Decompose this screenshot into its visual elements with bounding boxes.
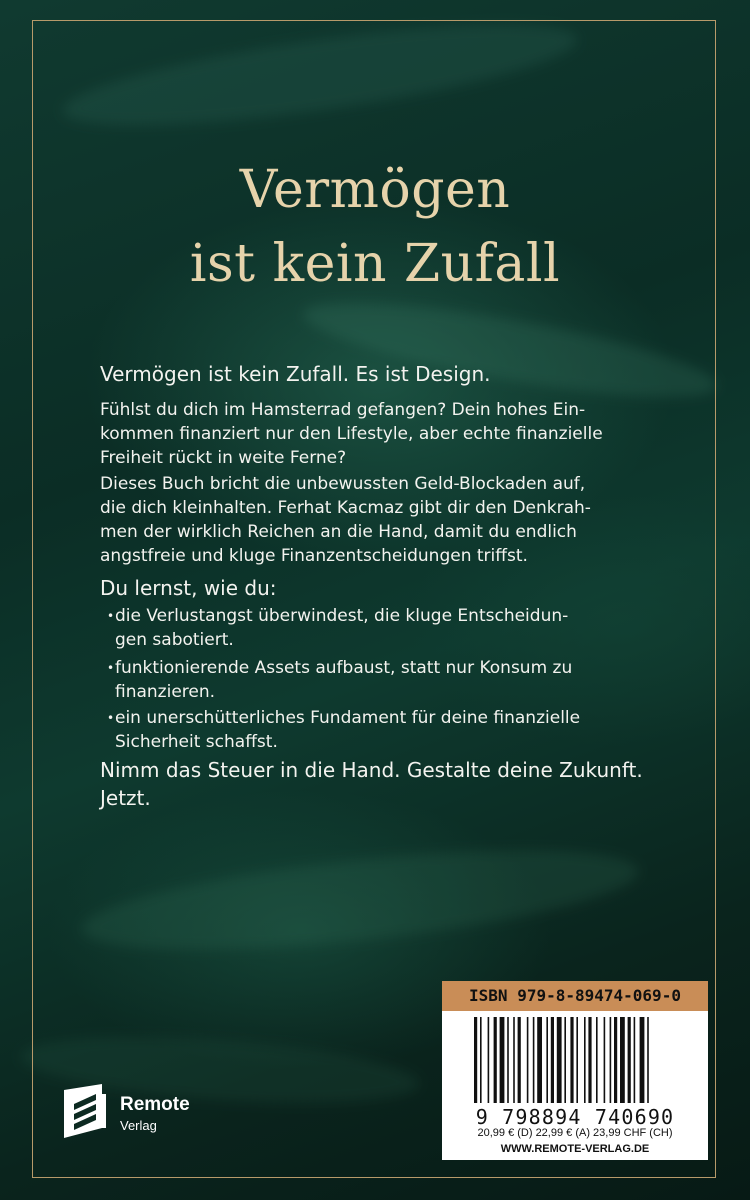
publisher-sub: Verlag: [120, 1118, 157, 1133]
barcode-stripe: [564, 1017, 566, 1103]
paragraph-2-line: men der wirklich Reichen an die Hand, damit du endlich: [100, 522, 577, 542]
barcode: [474, 1017, 674, 1103]
title-line-1: Vermögen: [239, 160, 511, 220]
paragraph-2-line: die dich kleinhalten. Ferhat Kacmaz gibt dir den Denkrah-: [100, 498, 591, 518]
bullet-line: ein unerschütterliches Fundament für deine finanzielle: [115, 708, 581, 728]
bullet-line: finanzieren.: [115, 682, 216, 702]
paragraph-1: [100, 398, 660, 470]
lead-text: Vermögen ist kein Zufall. Es ist Design.: [100, 362, 491, 386]
barcode-stripe: [518, 1017, 521, 1103]
barcode-stripe: [474, 1017, 477, 1103]
barcode-stripe: [557, 1017, 562, 1103]
barcode-stripe: [634, 1017, 636, 1103]
bullet-dot-icon: •: [107, 711, 115, 725]
barcode-stripe: [628, 1017, 631, 1103]
barcode-stripe: [614, 1017, 617, 1103]
barcode-stripe: [494, 1017, 497, 1103]
barcode-stripe: [570, 1017, 573, 1103]
bullet-dot-icon: •: [107, 661, 115, 675]
barcode-stripe: [533, 1017, 535, 1103]
bullet-line: die Verlustangst überwindest, die kluge Entscheidun-: [115, 606, 569, 626]
barcode-stripe: [584, 1017, 586, 1103]
publisher-logo: [62, 1082, 222, 1142]
bullet-line: Sicherheit schaffst.: [115, 732, 278, 752]
list-heading: Du lernst, wie du:: [100, 576, 277, 600]
bullet-line: funktionierende Assets aufbaust, statt nur Konsum zu: [115, 658, 573, 678]
paragraph-2-line: Dieses Buch bricht die unbewussten Geld-Blockaden auf,: [100, 474, 586, 494]
barcode-stripe: [596, 1017, 598, 1103]
barcode-digits: 9 798894 740690: [475, 1105, 675, 1129]
barcode-stripe: [588, 1017, 591, 1103]
publisher-url: WWW.REMOTE-VERLAG.DE: [500, 1143, 650, 1155]
barcode-stripe: [551, 1017, 554, 1103]
closing-line: Nimm das Steuer in die Hand. Gestalte deine Zukunft.: [100, 758, 643, 782]
barcode-stripe: [480, 1017, 482, 1103]
bullet-item: [107, 604, 660, 652]
barcode-stripe: [513, 1017, 515, 1103]
barcode-stripe: [604, 1017, 606, 1103]
barcode-stripe: [537, 1017, 542, 1103]
publisher-name: Remote: [120, 1094, 190, 1115]
barcode-stripe: [576, 1017, 578, 1103]
isbn-block: [442, 981, 708, 1160]
paragraph-1-line: Freiheit rückt in weite Ferne?: [100, 448, 347, 468]
remote-logo-icon: [62, 1082, 114, 1140]
paragraph-2: [100, 472, 660, 568]
barcode-stripe: [640, 1017, 645, 1103]
barcode-stripe: [610, 1017, 612, 1103]
barcode-stripe: [527, 1017, 529, 1103]
barcode-stripe: [488, 1017, 490, 1103]
paragraph-1-line: Fühlst du dich im Hamsterrad gefangen? Dein hohes Ein-: [100, 400, 586, 420]
barcode-stripe: [507, 1017, 509, 1103]
barcode-stripe: [647, 1017, 649, 1103]
closing-line: Jetzt.: [100, 786, 151, 810]
price-info: 20,99 € (D) 22,99 € (A) 23,99 CHF (CH): [477, 1127, 673, 1139]
barcode-stripe: [620, 1017, 625, 1103]
barcode-stripe: [546, 1017, 548, 1103]
bullet-line: gen sabotiert.: [115, 630, 234, 650]
isbn-label: ISBN 979-8-89474-069-0: [442, 981, 708, 1011]
bullet-item: [107, 656, 660, 704]
title-line-2: ist kein Zufall: [189, 234, 561, 294]
bullet-dot-icon: •: [107, 609, 115, 623]
paragraph-2-line: angstfreie und kluge Finanzentscheidungen triffst.: [100, 546, 528, 566]
bullet-item: [107, 706, 660, 754]
closing-text: [100, 756, 660, 812]
barcode-stripe: [500, 1017, 505, 1103]
paragraph-1-line: kommen finanziert nur den Lifestyle, aber echte finanzielle: [100, 424, 603, 444]
